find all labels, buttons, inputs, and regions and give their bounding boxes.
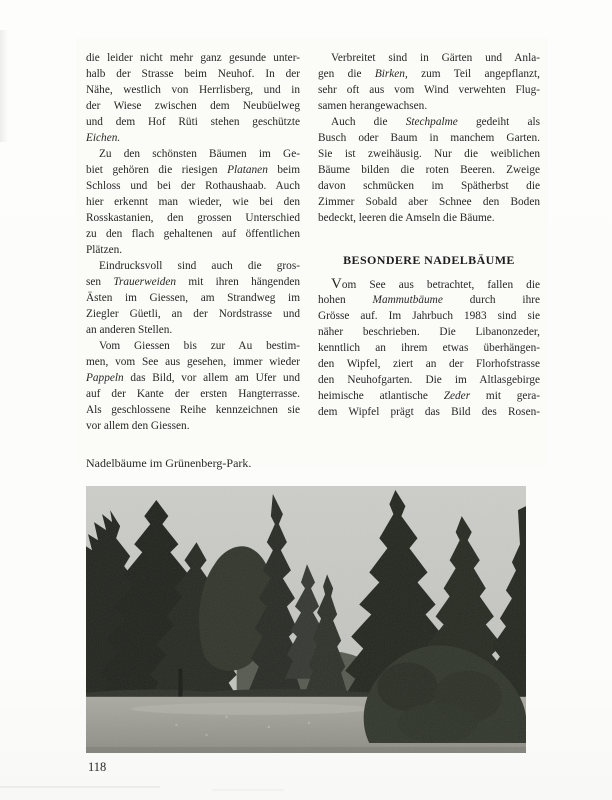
- text-segment: men, vom See aus gesehen, immer wieder: [86, 356, 300, 368]
- text-line: [86, 402, 300, 418]
- text-line: [318, 276, 540, 292]
- paragraph: [318, 50, 540, 114]
- text-line: [86, 290, 300, 306]
- text-line: [318, 308, 540, 324]
- text-segment: gedeiht als: [457, 116, 540, 128]
- text-segment: Plätzen.: [86, 244, 123, 256]
- photo-caption: Nadelbäume im Grünenberg-Park.: [86, 456, 252, 470]
- text-segment: halb der Strasse beim Neuhof. In der: [86, 68, 300, 80]
- text-line: [318, 162, 540, 178]
- text-line: [318, 98, 540, 114]
- species-name-italic: Eichen.: [86, 132, 121, 144]
- text-segment: auf der Kante der ersten Hangterrasse.: [86, 388, 300, 400]
- text-segment: Zimmer Sobald aber Schnee den Boden: [318, 196, 540, 208]
- text-segment: sehr oft aus vom Wind verwehten Flug-: [318, 84, 540, 96]
- paragraph: [86, 50, 300, 146]
- text-segment: zum Teil angepflanzt,: [407, 68, 540, 80]
- text-segment: Eindrucksvoll sind auch die gros-: [99, 260, 300, 272]
- initial-capital: V: [331, 276, 342, 292]
- text-segment: dem Wipfel prägt das Bild des Rosen-: [318, 406, 540, 418]
- text-segment: Bäume bilden die roten Beeren. Zweige: [318, 164, 540, 176]
- text-line: [318, 356, 540, 372]
- text-segment: Vom Giessen bis zur Au bestim-: [99, 340, 300, 352]
- text-line: [86, 114, 300, 130]
- text-line: [86, 386, 300, 402]
- text-segment: beim: [267, 164, 300, 176]
- text-segment: Busch oder Baum in manchem Garten.: [318, 132, 540, 144]
- text-line: [86, 210, 300, 226]
- text-line: [86, 258, 300, 274]
- text-line: [318, 388, 540, 404]
- text-line: [86, 338, 300, 354]
- text-segment: zu den flach gehaltenen auf öffentlichen: [86, 228, 300, 240]
- text-segment: Verbreitet sind in Gärten und Anla-: [331, 52, 540, 64]
- species-name-italic: Birken,: [374, 68, 408, 80]
- scan-line-artifact: [212, 789, 284, 791]
- text-line: [86, 50, 300, 66]
- text-segment: hohen: [318, 294, 373, 306]
- text-segment: Ziegler Güetli, an der Nordstrasse und: [86, 308, 300, 320]
- paragraph: [318, 276, 540, 420]
- conifer-photo-graphic: [86, 486, 526, 753]
- text-segment: der Wiese zwischen dem Neubüelweg: [86, 100, 300, 112]
- text-segment: vor allem den Giessen.: [86, 420, 190, 432]
- text-segment: und dem Hof Rüti stehen geschützte: [86, 116, 300, 128]
- right-column: [318, 50, 540, 434]
- text-segment: heimische atlantische: [318, 390, 444, 402]
- text-segment: sen: [86, 276, 114, 288]
- text-segment: mit gera-: [470, 390, 540, 402]
- species-name-italic: Zeder: [443, 390, 471, 402]
- text-segment: Als geschlossene Reihe kennzeichnen sie: [86, 404, 300, 416]
- text-line: [86, 178, 300, 194]
- text-line: [318, 130, 540, 146]
- species-name-italic: Pappeln: [86, 372, 124, 384]
- text-line: [86, 354, 300, 370]
- text-segment: Grösse auf. Im Jahrbuch 1983 sind sie: [318, 310, 540, 322]
- text-segment: hier erkennt man wieder, wie bei den: [86, 196, 300, 208]
- text-line: [86, 130, 300, 146]
- text-line: [318, 404, 540, 420]
- text-line: [318, 210, 540, 226]
- paragraph: [86, 146, 300, 258]
- text-line: [86, 306, 300, 322]
- text-segment: davon schmücken im Spätherbst die: [318, 180, 540, 192]
- text-line: [318, 340, 540, 356]
- page-number: 118: [88, 760, 107, 774]
- paragraph: [86, 338, 300, 434]
- text-segment: samen herangewachsen.: [318, 100, 428, 112]
- text-segment: Auch die: [331, 116, 406, 128]
- text-segment: Ästen im Giessen, am Strandweg im: [86, 292, 300, 304]
- text-segment: kenntlich an ihrem etwas überhängen-: [318, 342, 540, 354]
- text-line: [318, 146, 540, 162]
- text-line: [318, 178, 540, 194]
- text-segment: den Neuhofgarten. Die im Altlasgebirge: [318, 374, 540, 386]
- species-name-italic: Mammutbäume: [372, 294, 443, 306]
- text-line: [86, 242, 300, 258]
- text-line: [318, 114, 540, 130]
- text-line: [318, 50, 540, 66]
- paragraph: [318, 114, 540, 226]
- text-line: [86, 98, 300, 114]
- text-segment: gen die: [318, 68, 375, 80]
- section-heading: BESONDERE NADELBÄUME: [343, 253, 515, 267]
- text-segment: an anderen Stellen.: [86, 324, 173, 336]
- species-name-italic: Stechpalme: [405, 116, 458, 128]
- text-segment: näher beschrieben. Die Libanonzeder,: [318, 326, 540, 338]
- species-name-italic: Trauerweiden: [113, 276, 177, 288]
- text-segment: Zu den schönsten Bäumen im Ge-: [99, 148, 300, 160]
- text-line: [318, 372, 540, 388]
- text-line: [86, 146, 300, 162]
- text-line: [318, 66, 540, 82]
- text-line: [86, 194, 300, 210]
- text-line: [86, 162, 300, 178]
- text-line: [318, 82, 540, 98]
- text-segment: Sie ist zweihäusig. Nur die weiblichen: [318, 148, 540, 160]
- text-segment: mit ihren hängenden: [176, 276, 300, 288]
- text-segment: Rosskastanien, den grossen Unterschied: [86, 212, 300, 224]
- text-columns: [86, 50, 540, 434]
- text-line: [86, 322, 300, 338]
- text-segment: die leider nicht mehr ganz gesunde unter-: [86, 52, 300, 64]
- text-line: [86, 66, 300, 82]
- text-segment: Schloss und bei der Rothaushaab. Auch: [86, 180, 300, 192]
- text-segment: om See aus betrachtet, fallen die: [341, 279, 540, 291]
- text-segment: bedeckt, leeren die Amseln die Bäume.: [318, 212, 495, 224]
- text-line: [86, 82, 300, 98]
- paragraph: [86, 258, 300, 338]
- text-line: [86, 226, 300, 242]
- text-line: [318, 194, 540, 210]
- text-segment: biet gehören die riesigen: [86, 164, 228, 176]
- conifer-photo: [86, 486, 526, 753]
- left-column: [86, 50, 300, 434]
- scan-edge-artifact: [0, 30, 8, 142]
- text-line: [86, 274, 300, 290]
- text-segment: den Wipfel, ziert an der Florhofstrasse: [318, 358, 540, 370]
- text-line: [318, 324, 540, 340]
- text-line: [86, 418, 300, 434]
- species-name-italic: Platanen: [227, 164, 268, 176]
- text-segment: durch ihre: [442, 294, 540, 306]
- text-segment: das Bild, vor allem am Ufer und: [123, 372, 300, 384]
- text-line: [86, 370, 300, 386]
- text-line: [318, 292, 540, 308]
- text-segment: Nähe, westlich von Herrlisberg, und in: [86, 84, 300, 96]
- scan-line-artifact: [0, 786, 160, 788]
